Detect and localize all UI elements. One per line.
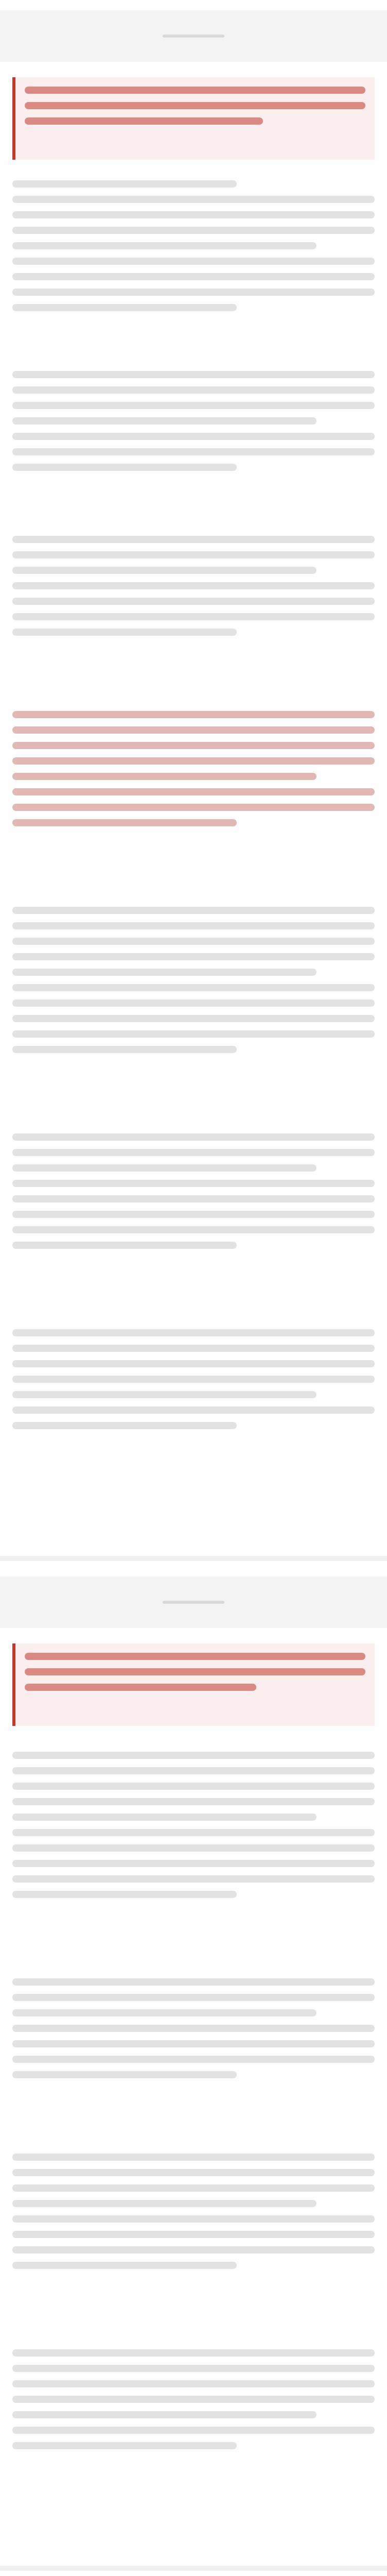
section-1-body-1 — [12, 180, 375, 311]
section-2-body-3 — [12, 2154, 375, 2269]
section-1-body-5 — [12, 1133, 375, 1249]
section-2-body-4 — [12, 2349, 375, 2449]
section-2-body-2 — [12, 1978, 375, 2078]
section-1-body-6 — [12, 1329, 375, 1429]
section-divider-2 — [0, 2566, 387, 2571]
section-1-body-3 — [12, 536, 375, 636]
section-1-body-2 — [12, 371, 375, 471]
section-2-callout — [12, 1643, 375, 1726]
section-1-header — [0, 10, 387, 62]
section-1-body-4 — [12, 907, 375, 1053]
section-2-header-mark — [163, 1601, 224, 1604]
section-1-callout — [12, 77, 375, 160]
section-1-highlight — [12, 711, 375, 826]
section-divider-1 — [0, 1556, 387, 1561]
section-2-body-1 — [12, 1752, 375, 1898]
section-1-header-mark — [163, 35, 224, 38]
section-2-header — [0, 1577, 387, 1628]
